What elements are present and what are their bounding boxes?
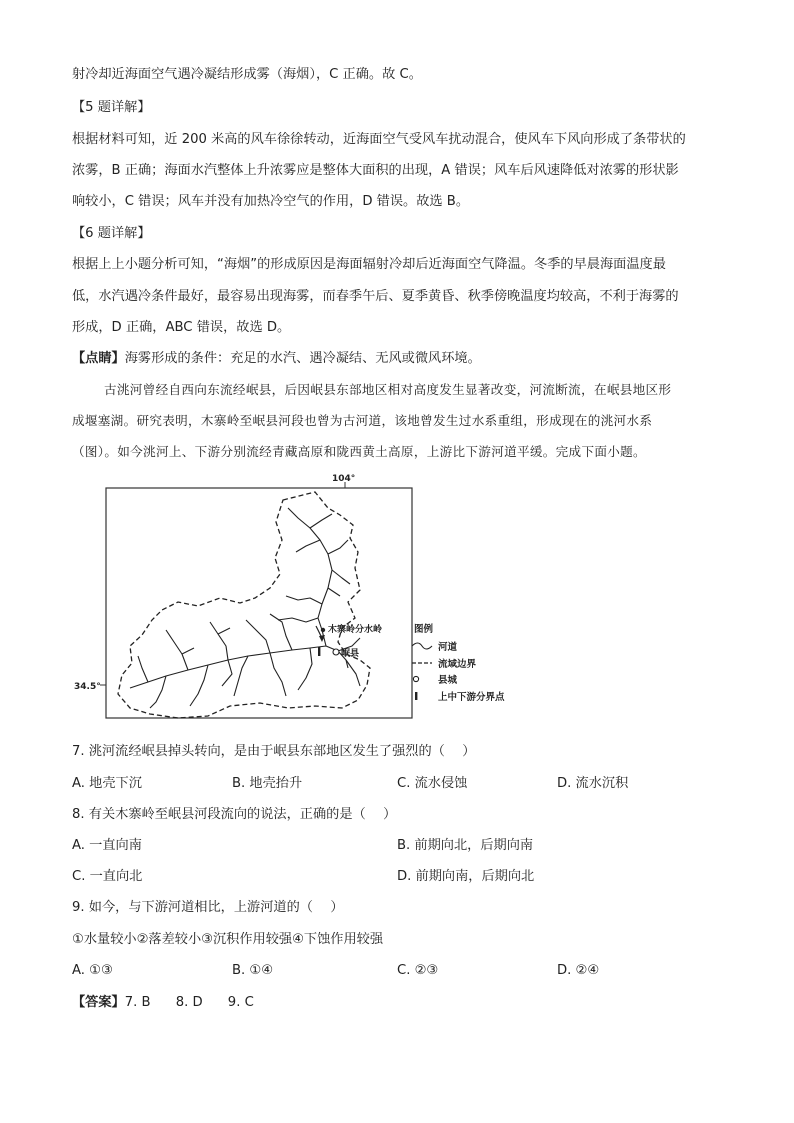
q7-option-d[interactable]: D. 流水沉积 (557, 776, 629, 791)
legend-reach-label: 上中下游分界点 (438, 692, 505, 703)
longitude-label: 104° (332, 474, 356, 484)
map-legend (412, 623, 505, 703)
section-header-q5: 【5 题详解】 (72, 100, 151, 115)
watershed-divide-marker (321, 628, 325, 632)
text-line: 浓雾，B 正确；海面水汽整体上升浓雾应是整体大面积的出现，A 错误；风车后风速降低对浓雾的形状影 (72, 163, 679, 178)
watershed-boundary (118, 492, 370, 718)
answer-line (72, 994, 254, 1012)
q8-option-d[interactable]: D. 前期向南，后期向北 (397, 869, 535, 884)
answer-text: 7. B 8. D 9. C (124, 995, 254, 1010)
text-line: 根据材料可知，近 200 米高的风车徐徐转动，近海面空气受风车扰动混合，使风车下风向形成了条带状的 (72, 132, 686, 147)
river-network (130, 508, 360, 708)
watershed-map (70, 470, 530, 730)
question-7-stem: 7. 洮河流经岷县掉头转向，是由于岷县东部地区发生了强烈的（ ） (72, 744, 476, 759)
q8-option-c[interactable]: C. 一直向北 (72, 869, 143, 884)
section-header-q6: 【6 题详解】 (72, 226, 151, 241)
q9-option-d[interactable]: D. ②④ (557, 963, 600, 978)
map-frame (106, 488, 412, 718)
text-line: 形成，D 正确，ABC 错误，故选 D。 (72, 320, 291, 335)
place-county-label: 岷县 (341, 649, 360, 659)
tip-label: 【点睛】 (72, 351, 125, 366)
answer-label: 【答案】 (72, 995, 125, 1010)
question-9-stem: 9. 如今，与下游河道相比，上游河道的（ ） (72, 900, 344, 915)
legend-county-label: 县城 (438, 675, 458, 686)
tip-line (72, 350, 481, 368)
material-line: 成堰塞湖。研究表明，木寨岭至岷县河段也曾为古河道，该地曾发生过水系重组，形成现在的洮河水系 (72, 413, 653, 428)
material-line: （图）。如今洮河上、下游分别流经青藏高原和陇西黄土高原，上游比下游河道平缓。完成下面小题。 (72, 444, 646, 459)
q8-option-b[interactable]: B. 前期向北，后期向南 (397, 838, 534, 853)
q9-option-a[interactable]: A. ①③ (72, 963, 113, 978)
legend-river-label: 河道 (438, 642, 458, 653)
question-8-stem: 8. 有关木寨岭至岷县河段流向的说法，正确的是（ ） (72, 807, 397, 822)
material-line: 古洮河曾经自西向东流经岷县，后因岷县东部地区相对高度发生显著改变，河流断流，在岷县地区形 (104, 382, 672, 397)
question-9-statements: ①水量较小②落差较小③沉积作用较强④下蚀作用较强 (72, 932, 384, 947)
text-line: 射冷却近海面空气遇冷凝结形成雾（海烟），C 正确。故 C。 (72, 67, 422, 82)
latitude-label: 34.5° (74, 682, 101, 692)
q8-option-a[interactable]: A. 一直向南 (72, 838, 142, 853)
q9-option-c[interactable]: C. ②③ (397, 963, 439, 978)
place-watershed-label: 木寨岭分水岭 (328, 625, 383, 635)
text-line: 根据上上小题分析可知，“海烟”的形成原因是海面辐射冷却后近海面空气降温。冬季的早晨海面温度最 (72, 257, 666, 272)
q7-option-a[interactable]: A. 地壳下沉 (72, 776, 142, 791)
q9-option-b[interactable]: B. ①④ (232, 963, 274, 978)
reach-boundary-marker (318, 647, 320, 656)
text-line: 低，水汽遇冷条件最好，最容易出现海雾，而春季午后、夏季黄昏、秋季傍晚温度均较高，不利于海雾的 (72, 289, 679, 304)
legend-reach-icon (415, 692, 417, 700)
tip-text: 海雾形成的条件：充足的水汽、遇冷凝结、无风或微风环境。 (124, 351, 481, 366)
county-town-marker (333, 649, 339, 655)
legend-title: 图例 (414, 624, 434, 635)
legend-county-icon (413, 676, 418, 681)
legend-river-icon (412, 643, 432, 649)
legend-boundary-label: 流域边界 (438, 659, 477, 670)
map-svg (70, 470, 530, 730)
text-line: 响较小，C 错误；风车并没有加热冷空气的作用，D 错误。故选 B。 (72, 194, 470, 209)
q7-option-c[interactable]: C. 流水侵蚀 (397, 776, 468, 791)
q7-option-b[interactable]: B. 地壳抬升 (232, 776, 303, 791)
